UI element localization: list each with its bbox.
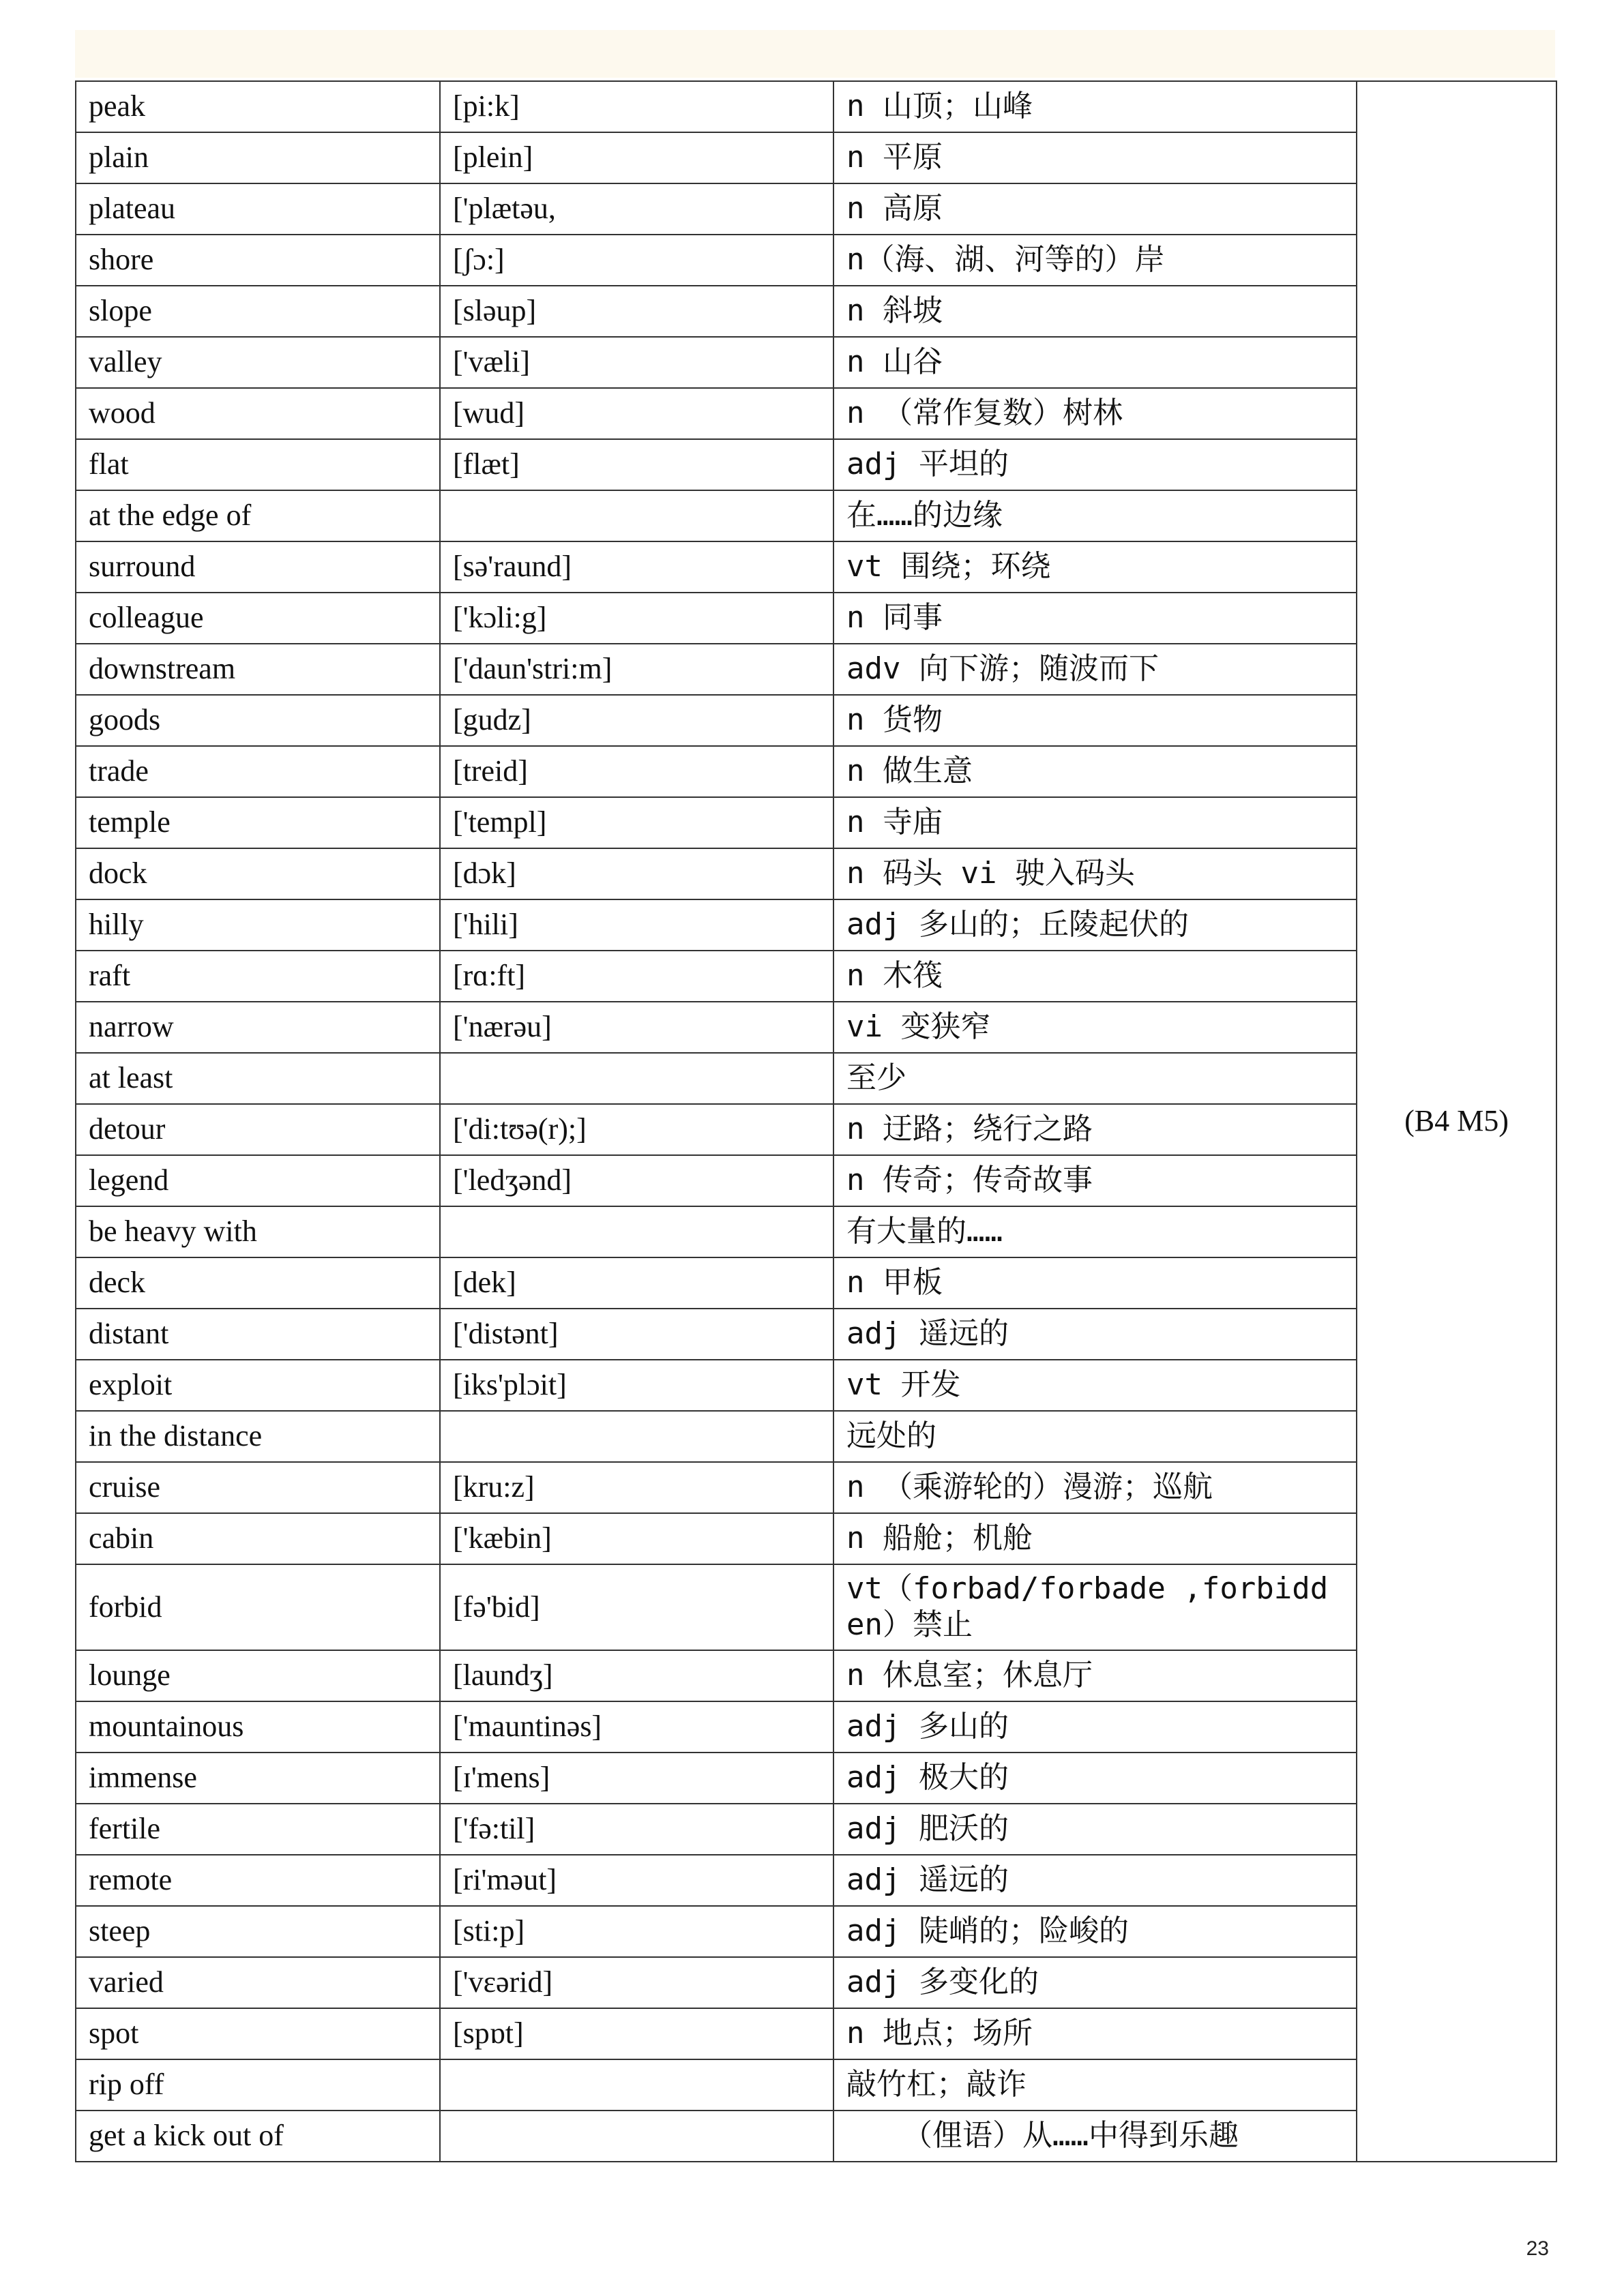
table-row bbox=[76, 388, 1556, 439]
meaning-cell: n 传奇；传奇故事 bbox=[833, 1155, 1357, 1206]
table-row bbox=[76, 1053, 1556, 1104]
meaning-cell: n 甲板 bbox=[833, 1257, 1357, 1309]
table-row bbox=[76, 439, 1556, 490]
phonetic-cell: [flæt] bbox=[440, 439, 833, 490]
word-cell: goods bbox=[76, 695, 440, 746]
phonetic-cell: ['fə:til] bbox=[440, 1804, 833, 1855]
meaning-cell: n 地点；场所 bbox=[833, 2008, 1357, 2059]
word-cell: detour bbox=[76, 1104, 440, 1155]
meaning-cell: n 木筏 bbox=[833, 951, 1357, 1002]
table-row bbox=[76, 1513, 1556, 1564]
word-cell: rip off bbox=[76, 2059, 440, 2111]
word-cell: steep bbox=[76, 1906, 440, 1957]
table-row bbox=[76, 951, 1556, 1002]
phonetic-cell: [dɔk] bbox=[440, 848, 833, 899]
meaning-cell: n 迂路；绕行之路 bbox=[833, 1104, 1357, 1155]
meaning-cell: 远处的 bbox=[833, 1411, 1357, 1462]
word-cell: legend bbox=[76, 1155, 440, 1206]
phonetic-cell bbox=[440, 2059, 833, 2111]
word-cell: cabin bbox=[76, 1513, 440, 1564]
phonetic-cell: [ʃɔ:] bbox=[440, 235, 833, 286]
table-row bbox=[76, 1411, 1556, 1462]
meaning-cell: adj 多山的 bbox=[833, 1701, 1357, 1753]
phonetic-cell bbox=[440, 1411, 833, 1462]
word-cell: forbid bbox=[76, 1564, 440, 1650]
meaning-cell: adj 陡峭的；险峻的 bbox=[833, 1906, 1357, 1957]
word-cell: trade bbox=[76, 746, 440, 797]
table-row bbox=[76, 1462, 1556, 1513]
table-row bbox=[76, 2059, 1556, 2111]
word-cell: peak bbox=[76, 81, 440, 132]
word-cell: lounge bbox=[76, 1650, 440, 1701]
table-row bbox=[76, 490, 1556, 541]
table-row bbox=[76, 644, 1556, 695]
phonetic-cell: [rɑ:ft] bbox=[440, 951, 833, 1002]
table-row bbox=[76, 695, 1556, 746]
phonetic-cell: ['kɔli:g] bbox=[440, 593, 833, 644]
word-cell: narrow bbox=[76, 1002, 440, 1053]
header-bar bbox=[75, 30, 1555, 78]
phonetic-cell: ['væli] bbox=[440, 337, 833, 388]
table-row bbox=[76, 797, 1556, 848]
word-cell: plain bbox=[76, 132, 440, 183]
table-row bbox=[76, 337, 1556, 388]
phonetic-cell: [gudz] bbox=[440, 695, 833, 746]
table-row bbox=[76, 848, 1556, 899]
meaning-cell: 有大量的…… bbox=[833, 1206, 1357, 1257]
table-row bbox=[76, 1002, 1556, 1053]
meaning-cell: n 船舱；机舱 bbox=[833, 1513, 1357, 1564]
table-row bbox=[76, 746, 1556, 797]
meaning-cell: adj 肥沃的 bbox=[833, 1804, 1357, 1855]
phonetic-cell bbox=[440, 2111, 833, 2162]
meaning-cell: vi 变狭窄 bbox=[833, 1002, 1357, 1053]
meaning-cell: n 寺庙 bbox=[833, 797, 1357, 848]
word-cell: flat bbox=[76, 439, 440, 490]
phonetic-cell: ['plætəu, bbox=[440, 183, 833, 235]
word-cell: dock bbox=[76, 848, 440, 899]
word-cell: wood bbox=[76, 388, 440, 439]
meaning-cell: n 做生意 bbox=[833, 746, 1357, 797]
phonetic-cell: [sləup] bbox=[440, 286, 833, 337]
table-row bbox=[76, 1650, 1556, 1701]
word-cell: at the edge of bbox=[76, 490, 440, 541]
phonetic-cell: ['distənt] bbox=[440, 1309, 833, 1360]
phonetic-cell: [sə'raund] bbox=[440, 541, 833, 593]
table-row bbox=[76, 1957, 1556, 2008]
phonetic-cell: [kru:z] bbox=[440, 1462, 833, 1513]
phonetic-cell: ['kæbin] bbox=[440, 1513, 833, 1564]
meaning-cell: 至少 bbox=[833, 1053, 1357, 1104]
phonetic-cell: [dek] bbox=[440, 1257, 833, 1309]
word-cell: hilly bbox=[76, 899, 440, 951]
meaning-cell: 敲竹杠；敲诈 bbox=[833, 2059, 1357, 2111]
phonetic-cell: ['ledʒənd] bbox=[440, 1155, 833, 1206]
word-cell: get a kick out of bbox=[76, 2111, 440, 2162]
meaning-cell: vt 开发 bbox=[833, 1360, 1357, 1411]
phonetic-cell: [iks'plɔit] bbox=[440, 1360, 833, 1411]
phonetic-cell: [ri'məut] bbox=[440, 1855, 833, 1906]
phonetic-cell: [pi:k] bbox=[440, 81, 833, 132]
page-number: 23 bbox=[1526, 2237, 1549, 2260]
word-cell: slope bbox=[76, 286, 440, 337]
meaning-cell: n （常作复数）树林 bbox=[833, 388, 1357, 439]
phonetic-cell: ['daun'stri:m] bbox=[440, 644, 833, 695]
unit-note-cell: (B4 M5) bbox=[1357, 81, 1556, 2162]
meaning-cell: adj 多变化的 bbox=[833, 1957, 1357, 2008]
table-row bbox=[76, 1309, 1556, 1360]
word-cell: in the distance bbox=[76, 1411, 440, 1462]
table-row bbox=[76, 2111, 1556, 2162]
phonetic-cell: ['vɛərid] bbox=[440, 1957, 833, 2008]
word-cell: spot bbox=[76, 2008, 440, 2059]
meaning-cell: adj 极大的 bbox=[833, 1753, 1357, 1804]
table-row bbox=[76, 235, 1556, 286]
meaning-cell: n 斜坡 bbox=[833, 286, 1357, 337]
phonetic-cell: [ɪ'mens] bbox=[440, 1753, 833, 1804]
phonetic-cell bbox=[440, 1206, 833, 1257]
phonetic-cell: ['templ] bbox=[440, 797, 833, 848]
table-row bbox=[76, 1804, 1556, 1855]
phonetic-cell: [wud] bbox=[440, 388, 833, 439]
meaning-cell: （俚语）从……中得到乐趣 bbox=[833, 2111, 1357, 2162]
meaning-cell: n 山顶；山峰 bbox=[833, 81, 1357, 132]
table-row bbox=[76, 1257, 1556, 1309]
phonetic-cell: [treid] bbox=[440, 746, 833, 797]
phonetic-cell: [sti:p] bbox=[440, 1906, 833, 1957]
word-cell: be heavy with bbox=[76, 1206, 440, 1257]
meaning-cell: adj 多山的；丘陵起伏的 bbox=[833, 899, 1357, 951]
table-row bbox=[76, 593, 1556, 644]
phonetic-cell: ['hili] bbox=[440, 899, 833, 951]
word-cell: raft bbox=[76, 951, 440, 1002]
phonetic-cell: [plein] bbox=[440, 132, 833, 183]
table-row bbox=[76, 132, 1556, 183]
meaning-cell: n 山谷 bbox=[833, 337, 1357, 388]
meaning-cell: n 平原 bbox=[833, 132, 1357, 183]
word-cell: colleague bbox=[76, 593, 440, 644]
table-row bbox=[76, 1564, 1556, 1650]
meaning-cell: n 高原 bbox=[833, 183, 1357, 235]
word-cell: varied bbox=[76, 1957, 440, 2008]
table-row bbox=[76, 183, 1556, 235]
meaning-cell: n 休息室；休息厅 bbox=[833, 1650, 1357, 1701]
meaning-cell: adj 遥远的 bbox=[833, 1855, 1357, 1906]
word-cell: distant bbox=[76, 1309, 440, 1360]
table-row bbox=[76, 1906, 1556, 1957]
word-cell: fertile bbox=[76, 1804, 440, 1855]
table-row bbox=[76, 1155, 1556, 1206]
phonetic-cell bbox=[440, 490, 833, 541]
phonetic-cell: ['mauntinəs] bbox=[440, 1701, 833, 1753]
meaning-cell: n 同事 bbox=[833, 593, 1357, 644]
meaning-cell: n （乘游轮的）漫游；巡航 bbox=[833, 1462, 1357, 1513]
word-cell: shore bbox=[76, 235, 440, 286]
word-cell: exploit bbox=[76, 1360, 440, 1411]
table-row bbox=[76, 2008, 1556, 2059]
word-cell: temple bbox=[76, 797, 440, 848]
word-cell: downstream bbox=[76, 644, 440, 695]
word-cell: mountainous bbox=[76, 1701, 440, 1753]
phonetic-cell: ['di:tʊə(r);] bbox=[440, 1104, 833, 1155]
meaning-cell: vt（forbad/forbade ,forbidden）禁止 bbox=[833, 1564, 1357, 1650]
word-cell: immense bbox=[76, 1753, 440, 1804]
meaning-cell: adj 遥远的 bbox=[833, 1309, 1357, 1360]
table-row bbox=[76, 1701, 1556, 1753]
table-row bbox=[76, 1360, 1556, 1411]
word-cell: at least bbox=[76, 1053, 440, 1104]
meaning-cell: 在……的边缘 bbox=[833, 490, 1357, 541]
table-row bbox=[76, 1104, 1556, 1155]
meaning-cell: n 码头 vi 驶入码头 bbox=[833, 848, 1357, 899]
table-row bbox=[76, 1753, 1556, 1804]
table-row bbox=[76, 899, 1556, 951]
meaning-cell: n（海、湖、河等的）岸 bbox=[833, 235, 1357, 286]
word-cell: plateau bbox=[76, 183, 440, 235]
table-row bbox=[76, 1855, 1556, 1906]
table-row bbox=[76, 81, 1556, 132]
table-row bbox=[76, 541, 1556, 593]
vocabulary-table bbox=[75, 80, 1557, 2162]
phonetic-cell: [spɒt] bbox=[440, 2008, 833, 2059]
word-cell: valley bbox=[76, 337, 440, 388]
phonetic-cell: [laundʒ] bbox=[440, 1650, 833, 1701]
meaning-cell: adv 向下游；随波而下 bbox=[833, 644, 1357, 695]
word-cell: deck bbox=[76, 1257, 440, 1309]
word-cell: surround bbox=[76, 541, 440, 593]
table-row bbox=[76, 286, 1556, 337]
phonetic-cell: [fə'bid] bbox=[440, 1564, 833, 1650]
phonetic-cell: ['nærəu] bbox=[440, 1002, 833, 1053]
word-cell: remote bbox=[76, 1855, 440, 1906]
phonetic-cell bbox=[440, 1053, 833, 1104]
word-cell: cruise bbox=[76, 1462, 440, 1513]
table-row bbox=[76, 1206, 1556, 1257]
meaning-cell: adj 平坦的 bbox=[833, 439, 1357, 490]
meaning-cell: n 货物 bbox=[833, 695, 1357, 746]
meaning-cell: vt 围绕；环绕 bbox=[833, 541, 1357, 593]
